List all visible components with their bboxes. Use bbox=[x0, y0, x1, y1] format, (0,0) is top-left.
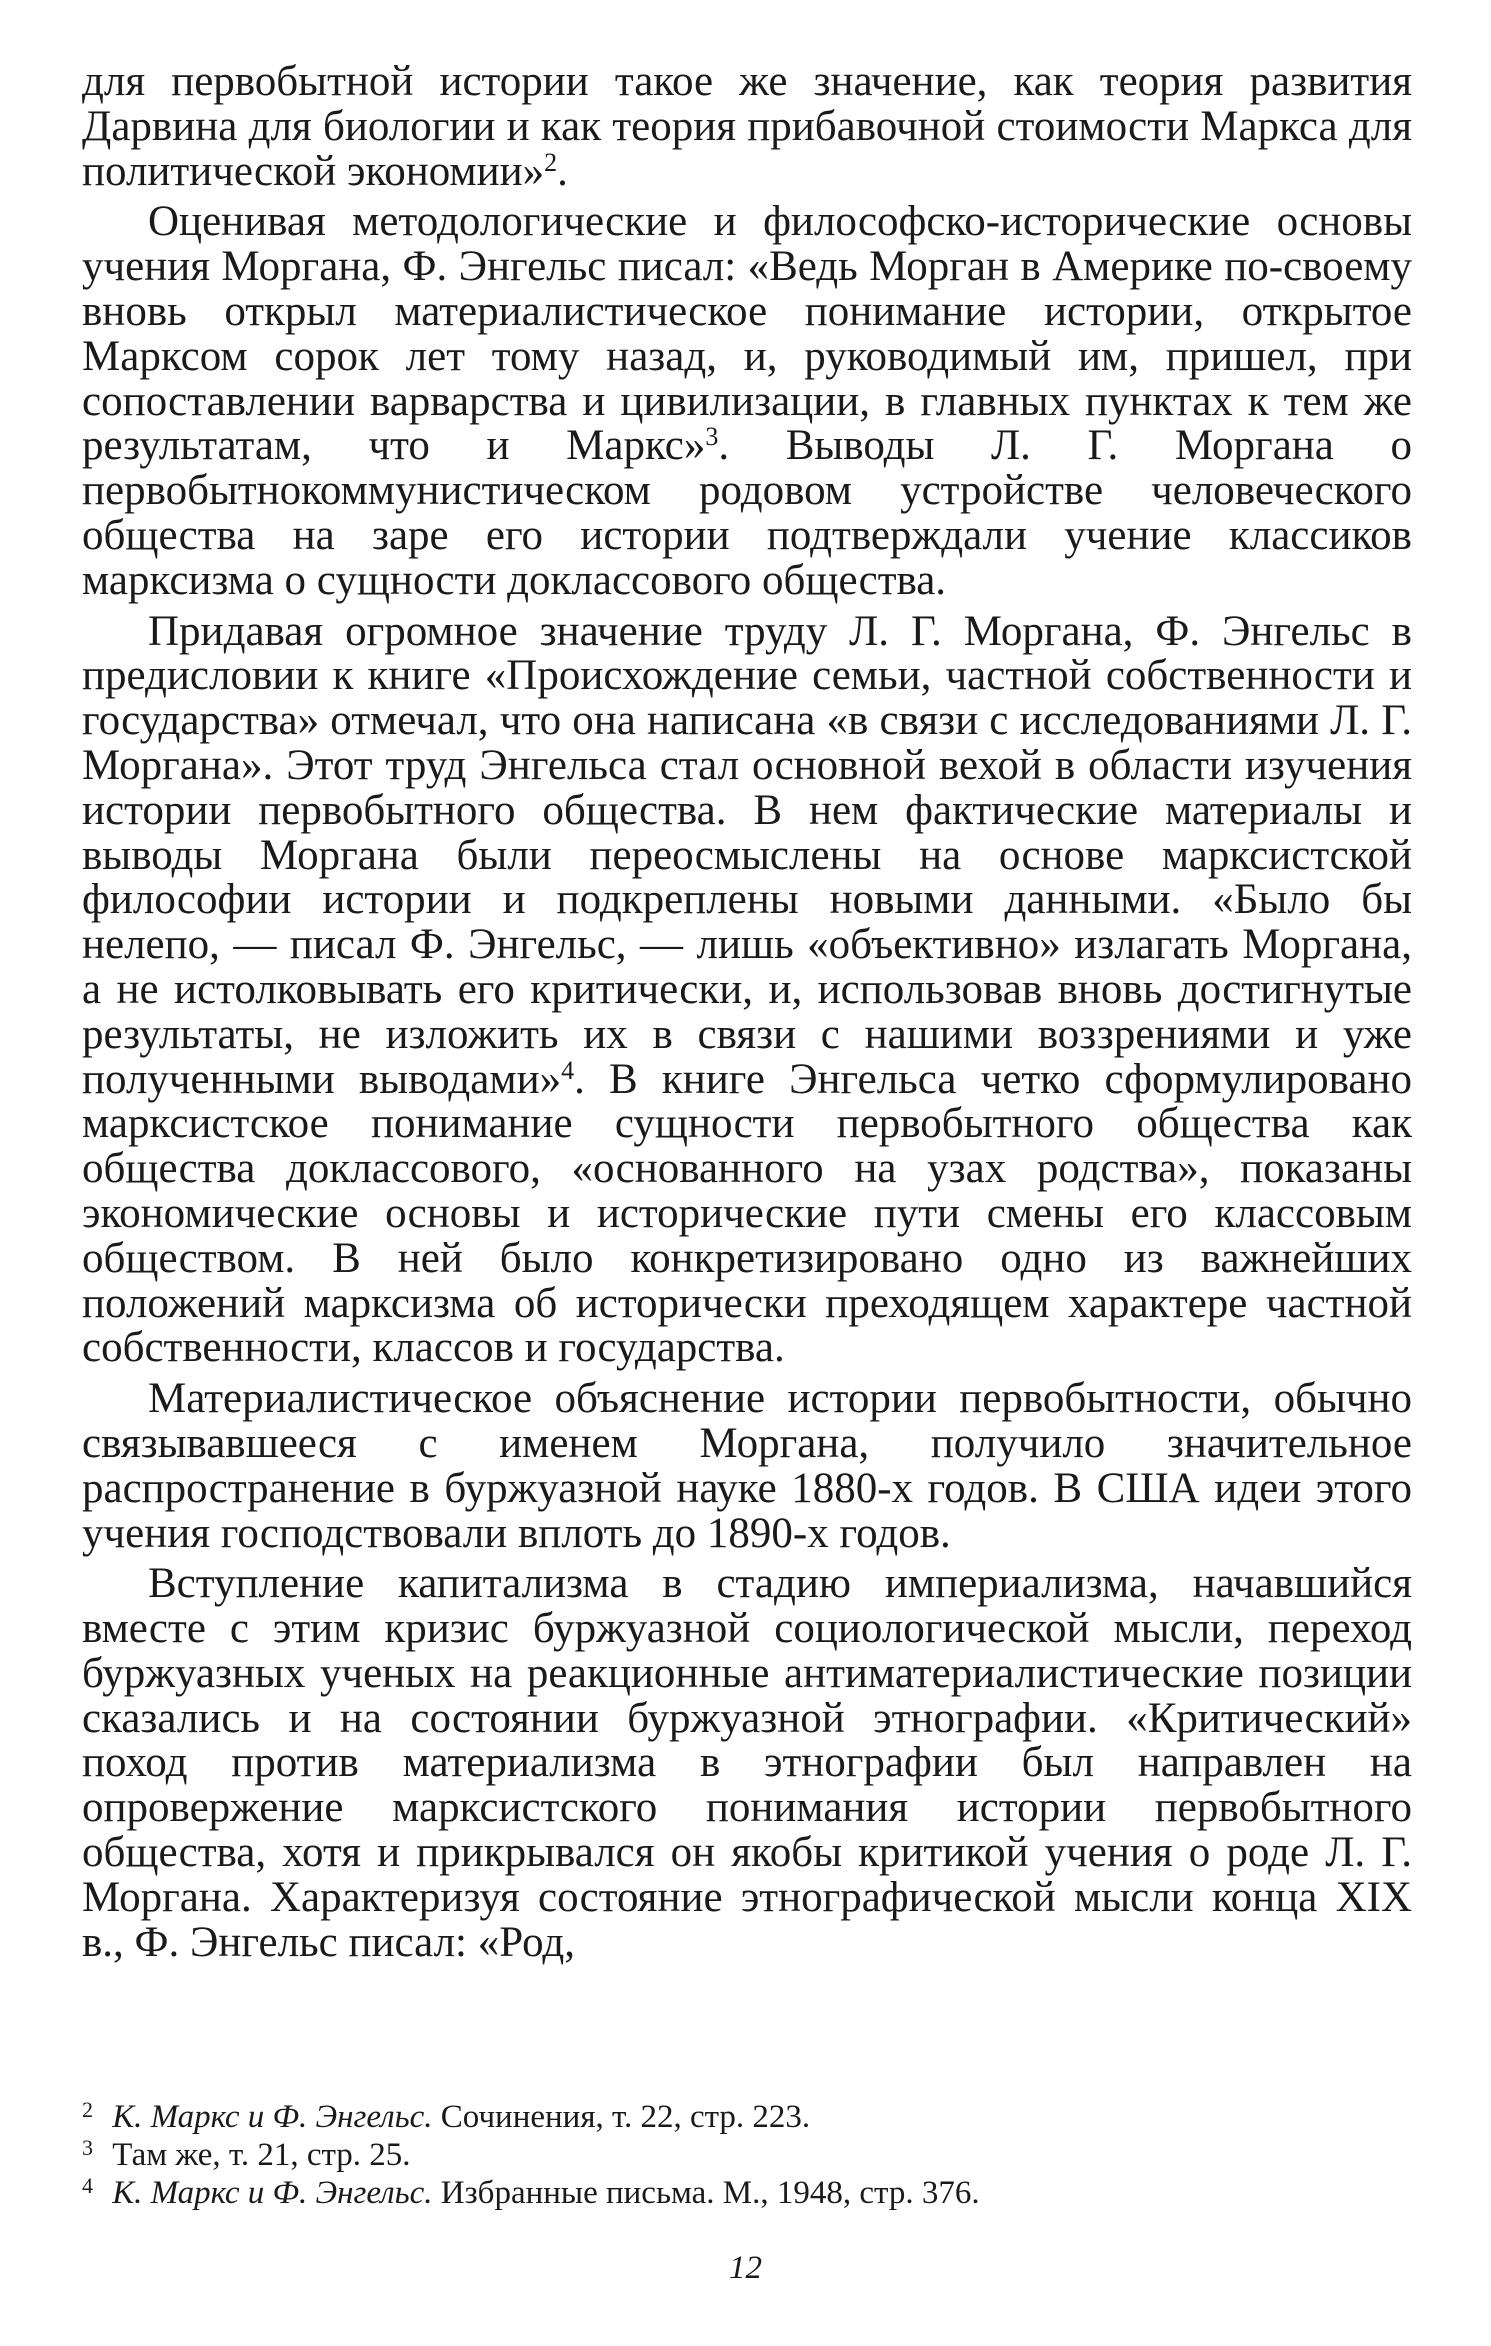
footnote-text: Там же, т. 21, стр. 25. bbox=[112, 2137, 411, 2173]
footnote-ref: 4 bbox=[561, 1055, 575, 1085]
paragraph bbox=[82, 200, 1412, 603]
footnote-author: К. Маркс и Ф. Энгельс. bbox=[112, 2099, 433, 2135]
footnote-ref: 3 bbox=[705, 422, 719, 452]
paragraph-text: Оценивая методологические и философско-исторические основы учения Моргана, Ф. Энгельс писал: «Ведь Морган в Америке по-своему вновь открыл материалистическое понимание истории, открытое Марксом сорок лет тому назад, и, руководимый им, пришел, при сопоставлении варварства и цивилизации, в главных пунктах к тем же результатам, что и Маркс» bbox=[82, 198, 1412, 470]
footnote-text: Сочинения, т. 22, стр. 223. bbox=[440, 2099, 811, 2135]
paragraph-tail: . bbox=[557, 147, 568, 195]
paragraph bbox=[82, 607, 1412, 1372]
paragraph-text: Материалистическое объяснение истории первобытности, обычно связывавшееся с именем Моргана, получило значительное распространение в буржуазной науке 1880-х годов. В США идеи этого учения господствовали вплоть до 1890-х годов. bbox=[82, 1375, 1412, 1557]
paragraph-text: Вступление капитализма в стадию империализма, начавшийся вместе с этим кризис буржуазной социологической мысли, переход буржуазных ученых на реакционные антиматериалистические позиции сказались и на состоянии буржуазной этнографии. «Критический» поход против материализма в этнографии был направлен на опровержение марксистского понимания истории первобытного общества, хотя и прикрывался он якобы критикой учения о роде Л. Г. Моргана. Характеризуя состояние этнографической мысли конца XIX в., Ф. Энгельс писал: «Род, bbox=[82, 1560, 1412, 1966]
paragraph bbox=[82, 1562, 1412, 1965]
footnote: 3 Там же, т. 21, стр. 25. bbox=[82, 2135, 411, 2173]
paragraph-tail: . В книге Энгельса четко сформулировано марксистское понимание сущности первобытного общества как общества доклассового, «основанного на узах родства», показаны экономические основы и исторические пути смены его классовым обществом. В ней было конкретизировано одно из важнейших положений марксизма об исторически преходящем характере частной собственности, классов и государства. bbox=[82, 1055, 1412, 1372]
paragraph-tail: . Выводы Л. Г. Моргана о первобытнокоммунистическом родовом устройстве человеческого общества на заре его истории подтверждали учение классиков марксизма о сущности доклассового общества. bbox=[82, 422, 1412, 604]
footnote-text: Избранные письма. М., 1948, стр. 376. bbox=[440, 2175, 980, 2211]
paragraph bbox=[82, 60, 1412, 194]
main-text bbox=[82, 60, 1412, 1965]
footnotes bbox=[82, 2098, 1412, 2212]
footnote: 2 К. Маркс и Ф. Энгельс. Сочинения, т. 22, стр. 223. bbox=[82, 2097, 811, 2135]
footnote: 4 К. Маркс и Ф. Энгельс. Избранные письма. М., 1948, стр. 376. bbox=[82, 2173, 980, 2211]
page-body bbox=[82, 60, 1412, 1965]
paragraph bbox=[82, 1377, 1412, 1556]
footnote-author: К. Маркс и Ф. Энгельс. bbox=[112, 2175, 433, 2211]
paragraph-text: для первобытной истории такое же значение, как теория развития Дарвина для биологии и как теория прибавочной стоимости Маркса для политической экономии» bbox=[82, 58, 1412, 195]
page-number: 12 bbox=[729, 2250, 762, 2286]
footnote-ref: 2 bbox=[544, 147, 558, 177]
paragraph-text: Придавая огромное значение труду Л. Г. Моргана, Ф. Энгельс в предисловии к книге «Происхождение семьи, частной собственности и государства» отмечал, что она написана «в связи с исследованиями Л. Г. Моргана». Этот труд Энгельса стал основной вехой в области изучения истории первобытного общества. В нем фактические материалы и выводы Моргана были переосмыслены на основе марксистской философии истории и подкреплены новыми данными. «Было бы нелепо, — писал Ф. Энгельс, — лишь «объективно» излагать Моргана, а не истолковывать его критически, и, использовав вновь достигнутые результаты, не изложить их в связи с нашими воззрениями и уже полученными выводами» bbox=[82, 607, 1412, 1103]
